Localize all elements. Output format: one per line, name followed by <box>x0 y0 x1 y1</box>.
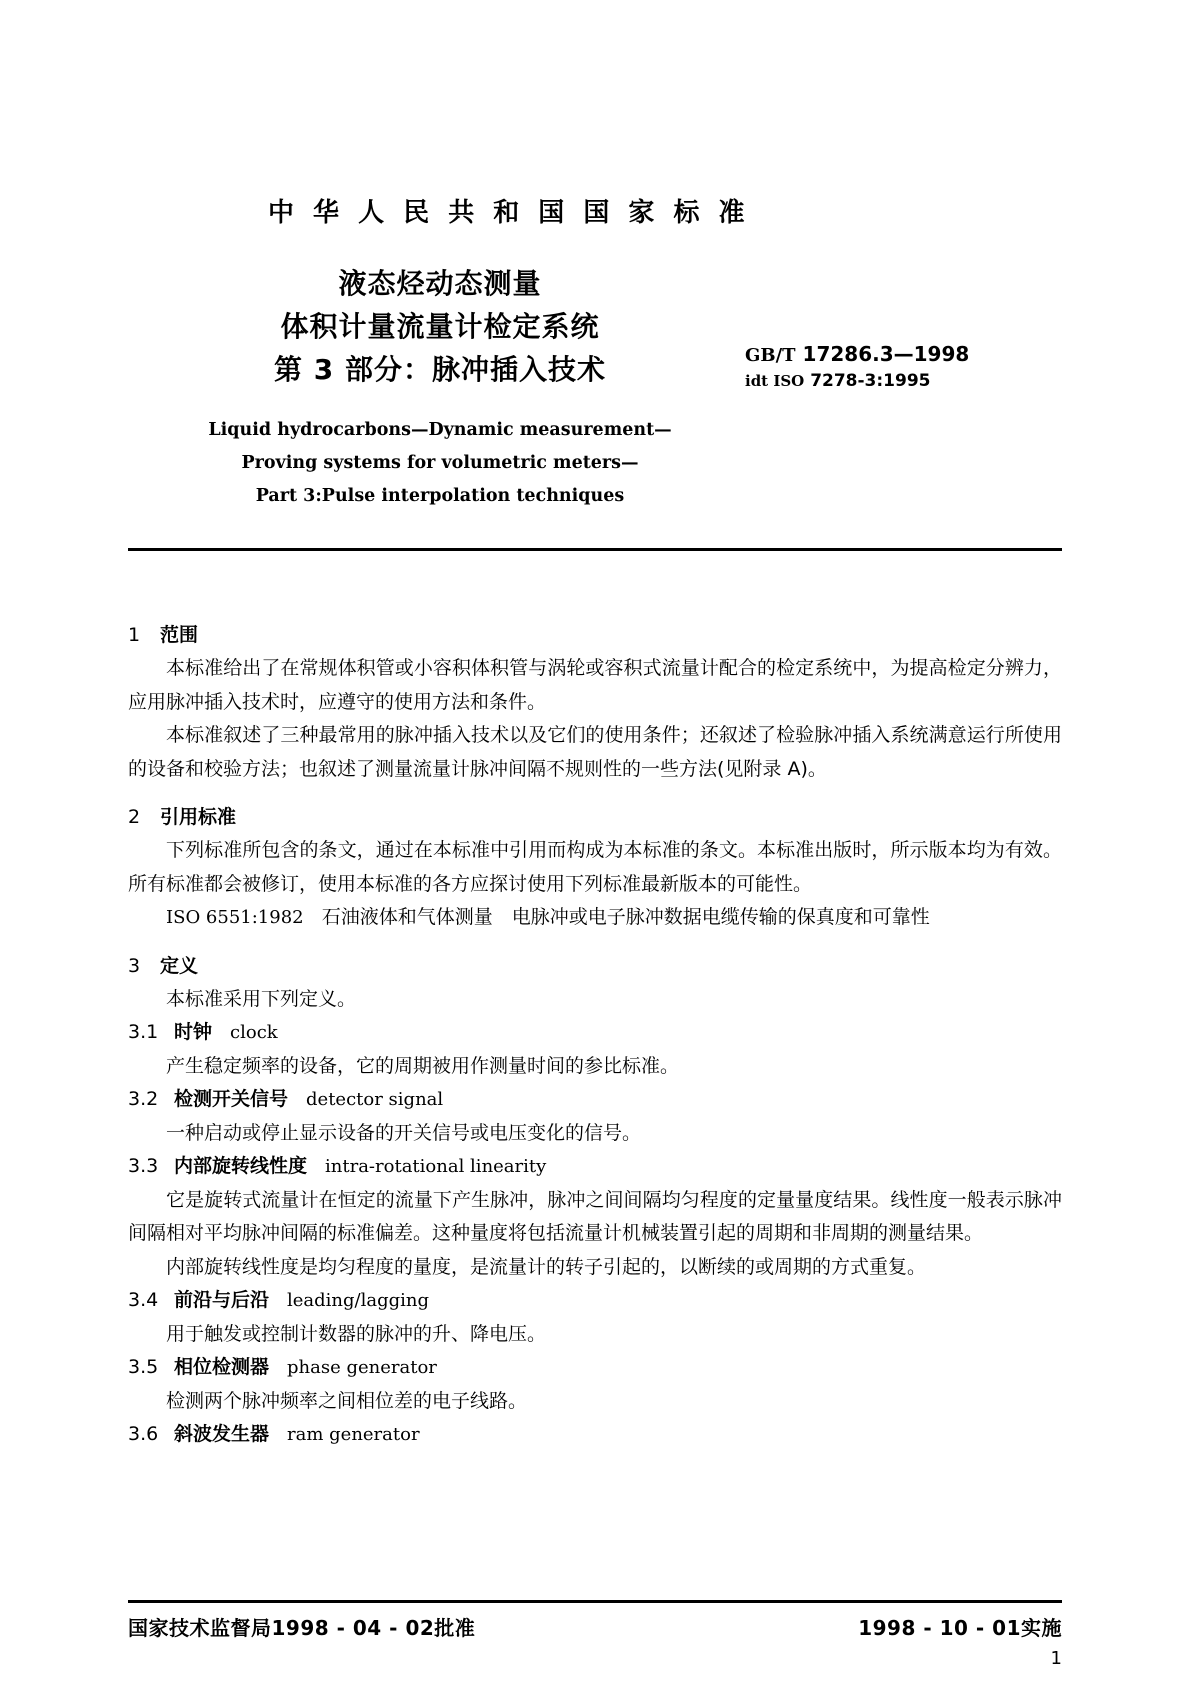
definition-heading-3-5 <box>128 1351 1062 1385</box>
definition-3-2-number: 3.2 <box>128 1088 159 1110</box>
definition-3-4-number: 3.4 <box>128 1289 159 1311</box>
definition-3-3-term-cn: 内部旋转线性度 <box>174 1155 308 1177</box>
standard-number-primary <box>745 342 969 366</box>
title-en-line-3: Part 3:Pulse interpolation techniques <box>255 486 625 506</box>
document-body <box>128 604 1062 1452</box>
definition-3-2-body: 一种启动或停止显示设备的开关信号或电压变化的信号。 <box>166 1121 642 1144</box>
section-3-number: 3 <box>128 954 141 977</box>
title-en-line-1: Liquid hydrocarbons—Dynamic measurement— <box>208 420 672 440</box>
standard-number-block <box>745 342 969 391</box>
definition-3-5-term-cn: 相位检测器 <box>174 1356 270 1378</box>
definition-heading-3-3 <box>128 1150 1062 1184</box>
section-heading-3 <box>128 951 1062 978</box>
standard-number: 17286.3—1998 <box>802 342 970 366</box>
definition-3-3-body-1: 它是旋转式流量计在恒定的流量下产生脉冲，脉冲之间间隔均匀程度的定量量度结果。线性度一般表示脉冲间隔相对平均脉冲间隔的标准偏差。这种量度将包括流量计机械装置引起的周期和非周期的测量结果。 <box>128 1188 1062 1244</box>
definition-3-1-number: 3.1 <box>128 1021 159 1043</box>
reference-text: 石油液体和气体测量 电脉冲或电子脉冲数据电缆传输的保真度和可靠性 <box>321 906 930 928</box>
section-2-number: 2 <box>128 806 141 828</box>
title-line-2: 体积计量流量计检定系统 <box>280 310 600 343</box>
section-1-title: 范围 <box>160 624 199 646</box>
definition-heading-3-1 <box>128 1016 1062 1050</box>
definition-3-5-term-en: phase generator <box>287 1357 437 1378</box>
normative-reference-iso-6551 <box>128 901 1062 935</box>
definition-3-5-number: 3.5 <box>128 1356 159 1378</box>
equivalent-number: 7278-3:1995 <box>810 371 931 391</box>
footer-approval-text: 国家技术监督局1998 - 04 - 02批准 <box>128 1616 476 1640</box>
title-line-3: 第 3 部分：脉冲插入技术 <box>274 353 606 386</box>
definition-3-4-term-cn: 前沿与后沿 <box>174 1289 270 1311</box>
definition-3-3-body-2: 内部旋转线性度是均匀程度的量度，是流量计的转子引起的，以断续的或周期的方式重复。 <box>166 1255 927 1278</box>
masthead-national-standard: 中 华 人 民 共 和 国 国 家 标 准 <box>268 198 750 228</box>
header-divider-rule <box>128 548 1062 551</box>
definition-3-1-term-en: clock <box>230 1022 278 1043</box>
definition-3-1-body: 产生稳定频率的设备，它的周期被用作测量时间的参比标准。 <box>166 1054 680 1077</box>
section-heading-2 <box>128 802 1062 829</box>
definition-3-6-term-cn: 斜波发生器 <box>174 1423 270 1445</box>
section-heading-1 <box>128 620 1062 647</box>
page-number: 1 <box>1050 1648 1062 1669</box>
definition-heading-3-4 <box>128 1284 1062 1318</box>
section-1-paragraph-2: 本标准叙述了三种最常用的脉冲插入技术以及它们的使用条件；还叙述了检验脉冲插入系统满意运行所使用的设备和校验方法；也叙述了测量流量计脉冲间隔不规则性的一些方法(见附录 A)。 <box>128 724 1062 780</box>
title-en-line-2: Proving systems for volumetric meters— <box>241 453 639 473</box>
footer-divider-rule <box>128 1600 1062 1603</box>
section-1-paragraph-1: 本标准给出了在常规体积管或小容积体积管与涡轮或容积式流量计配合的检定系统中，为提高检定分辨力，应用脉冲插入技术时，应遵守的使用方法和条件。 <box>128 657 1062 713</box>
definition-heading-3-6 <box>128 1418 1062 1452</box>
definition-3-2-term-cn: 检测开关信号 <box>174 1088 289 1110</box>
section-3-title: 定义 <box>160 954 199 977</box>
definition-3-4-term-en: leading/lagging <box>287 1290 430 1311</box>
definition-3-6-term-en: ram generator <box>287 1424 420 1445</box>
definition-3-3-term-en: intra-rotational linearity <box>325 1156 547 1177</box>
definition-3-6-number: 3.6 <box>128 1423 159 1445</box>
standard-number-equivalent <box>745 371 969 391</box>
equivalent-prefix: idt ISO <box>745 372 805 390</box>
reference-code: ISO 6551:1982 <box>166 907 304 928</box>
section-1-number: 1 <box>128 624 141 646</box>
definition-3-2-term-en: detector signal <box>306 1089 444 1110</box>
title-block-chinese <box>130 262 750 391</box>
title-block-english <box>130 414 750 513</box>
title-line-1: 液态烃动态测量 <box>338 267 542 300</box>
footer-effective-text: 1998 - 10 - 01实施 <box>858 1616 1062 1640</box>
section-2-title: 引用标准 <box>160 806 237 828</box>
definition-3-5-body: 检测两个脉冲频率之间相位差的电子线路。 <box>166 1389 528 1412</box>
section-2-paragraph-1: 下列标准所包含的条文，通过在本标准中引用而构成为本标准的条文。本标准出版时，所示版本均为有效。所有标准都会被修订，使用本标准的各方应探讨使用下列标准最新版本的可能性。 <box>128 839 1062 895</box>
standard-prefix: GB/T <box>745 345 796 366</box>
definition-3-4-body: 用于触发或控制计数器的脉冲的升、降电压。 <box>166 1322 547 1345</box>
definition-heading-3-2 <box>128 1083 1062 1117</box>
definition-3-1-term-cn: 时钟 <box>174 1021 213 1043</box>
section-3-intro: 本标准采用下列定义。 <box>166 987 357 1010</box>
definition-3-3-number: 3.3 <box>128 1155 159 1177</box>
